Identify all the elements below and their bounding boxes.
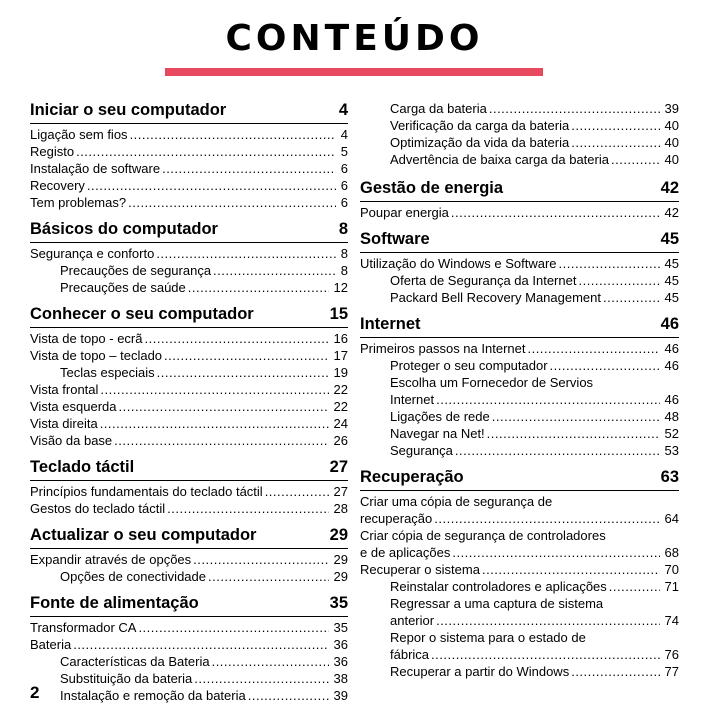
toc-entry-text: Instalação de software	[30, 161, 161, 176]
toc-entry[interactable]	[360, 646, 679, 663]
dot-leader	[162, 160, 336, 177]
dot-leader	[482, 561, 660, 578]
section-heading[interactable]	[360, 314, 679, 338]
toc-column-right	[360, 100, 679, 680]
toc-continued-entries	[360, 100, 679, 168]
toc-entry-page: 48	[664, 409, 679, 424]
section-heading[interactable]	[30, 304, 348, 328]
toc-entry-page: 24	[333, 416, 348, 431]
toc-entry-text: Poupar energia	[360, 205, 449, 220]
toc-entry[interactable]	[30, 619, 348, 636]
toc-entry-text: Advertência de baixa carga da bateria	[390, 152, 609, 167]
toc-entry-text: Bateria	[30, 637, 72, 652]
toc-entry[interactable]	[30, 415, 348, 432]
toc-entry[interactable]	[360, 289, 679, 306]
toc-entry-page: 22	[333, 382, 348, 397]
toc-entry-text: Características da Bateria	[60, 654, 210, 669]
section-page: 42	[660, 179, 679, 197]
dot-leader	[434, 510, 659, 527]
toc-entry[interactable]	[30, 330, 348, 347]
dot-leader	[157, 364, 329, 381]
section-heading[interactable]	[30, 457, 348, 481]
section-heading[interactable]	[360, 178, 679, 202]
dot-leader	[603, 289, 660, 306]
toc-column-left	[30, 100, 348, 704]
toc-entry-text: Gestos do teclado táctil	[30, 501, 166, 516]
section-heading[interactable]	[30, 525, 348, 549]
section-title: Teclado táctil	[30, 458, 135, 476]
toc-entry-page: 64	[664, 511, 679, 526]
toc-entry-text: e de aplicações	[360, 545, 451, 560]
title-underline	[165, 68, 543, 76]
toc-entry[interactable]	[30, 194, 348, 211]
toc-entry-page: 46	[664, 358, 679, 373]
dot-leader	[436, 391, 659, 408]
toc-entry[interactable]	[30, 347, 348, 364]
toc-entry[interactable]	[360, 255, 679, 272]
toc-entry-page: 77	[664, 664, 679, 679]
toc-entry-line: Escolha um Fornecedor de Servios	[390, 375, 594, 390]
toc-entry[interactable]	[360, 442, 679, 459]
section-page: 35	[329, 594, 348, 612]
toc-section	[30, 457, 348, 517]
toc-entry-page: 12	[333, 280, 348, 295]
dot-leader	[578, 272, 659, 289]
toc-entry-text: Instalação e remoção da bateria	[60, 688, 246, 703]
toc-entry-page: 46	[664, 341, 679, 356]
toc-section	[360, 229, 679, 306]
toc-entry-text: Ligações de rede	[390, 409, 490, 424]
dot-leader	[164, 347, 329, 364]
section-heading[interactable]	[30, 593, 348, 617]
dot-leader	[128, 194, 336, 211]
toc-entry-page: 29	[333, 569, 348, 584]
toc-section	[30, 525, 348, 585]
toc-entry[interactable]	[360, 408, 679, 425]
dot-leader	[114, 432, 328, 449]
toc-entry-page: 6	[340, 195, 348, 210]
toc-entry-page: 39	[664, 101, 679, 116]
dot-leader	[119, 398, 329, 415]
toc-entry[interactable]	[30, 177, 348, 194]
dot-leader	[431, 646, 660, 663]
section-title: Fonte de alimentação	[30, 594, 199, 612]
toc-entry-page: 39	[333, 688, 348, 703]
toc-entry-page: 42	[664, 205, 679, 220]
toc-entry-text: Recovery	[30, 178, 85, 193]
toc-entry-text: Reinstalar controladores e aplicações	[390, 579, 607, 594]
dot-leader	[611, 151, 660, 168]
toc-entry[interactable]	[360, 100, 679, 117]
toc-entry-text: Segurança	[390, 443, 453, 458]
toc-entry[interactable]	[30, 160, 348, 177]
dot-leader	[100, 381, 328, 398]
dot-leader	[194, 670, 328, 687]
toc-entry-page: 40	[664, 152, 679, 167]
dot-leader	[559, 255, 660, 272]
dot-leader	[156, 245, 335, 262]
toc-entry[interactable]	[30, 687, 348, 704]
toc-entry[interactable]	[360, 272, 679, 289]
toc-section	[30, 593, 348, 704]
toc-entry-text: Expandir através de opções	[30, 552, 192, 567]
section-title: Gestão de energia	[360, 179, 504, 197]
toc-entry-page: 29	[333, 552, 348, 567]
toc-section	[360, 314, 679, 459]
section-heading[interactable]	[30, 100, 348, 124]
section-page: 45	[660, 230, 679, 248]
toc-entry-text: Ligação sem fios	[30, 127, 128, 142]
dot-leader	[609, 578, 660, 595]
toc-entry[interactable]	[30, 653, 348, 670]
toc-section	[30, 304, 348, 449]
section-title: Básicos do computador	[30, 220, 218, 238]
toc-entry-page: 35	[333, 620, 348, 635]
section-title: Actualizar o seu computador	[30, 526, 257, 544]
toc-entry-text: Optimização da vida da bateria	[390, 135, 570, 150]
section-page: 63	[660, 468, 679, 486]
toc-entry[interactable]	[360, 425, 679, 442]
toc-entry-text: Primeiros passos na Internet	[360, 341, 526, 356]
dot-leader	[100, 415, 329, 432]
dot-leader	[212, 653, 329, 670]
toc-entry-page: 71	[664, 579, 679, 594]
dot-leader	[571, 134, 659, 151]
toc-entry[interactable]	[360, 134, 679, 151]
toc-entry[interactable]	[30, 432, 348, 449]
dot-leader	[213, 262, 336, 279]
section-page: 29	[329, 526, 348, 544]
toc-entry[interactable]	[30, 483, 348, 500]
dot-leader	[455, 442, 660, 459]
section-title: Software	[360, 230, 430, 248]
section-heading[interactable]	[360, 467, 679, 491]
toc-entry-page: 53	[664, 443, 679, 458]
toc-entry-page: 70	[664, 562, 679, 577]
toc-entry-text: Tem problemas?	[30, 195, 127, 210]
toc-section	[30, 219, 348, 296]
toc-entry-line: Criar cópia de segurança de controladores	[360, 528, 606, 543]
toc-entry-text: Vista direita	[30, 416, 98, 431]
section-page: 27	[329, 458, 348, 476]
dot-leader	[193, 551, 328, 568]
toc-entry-page: 26	[333, 433, 348, 448]
toc-entry[interactable]	[360, 544, 679, 561]
toc-entry-page: 52	[664, 426, 679, 441]
toc-entry-page: 28	[333, 501, 348, 516]
toc-entry-page: 40	[664, 135, 679, 150]
toc-entry[interactable]	[30, 568, 348, 585]
toc-entry-page: 45	[664, 273, 679, 288]
toc-entry[interactable]	[30, 381, 348, 398]
toc-entry-text: Segurança e conforto	[30, 246, 155, 261]
toc-entry-page: 68	[664, 545, 679, 560]
section-title: Recuperação	[360, 468, 464, 486]
toc-entry-line: Criar uma cópia de segurança de	[360, 494, 553, 509]
toc-entry-page: 22	[333, 399, 348, 414]
toc-entry-text: Precauções de segurança	[60, 263, 212, 278]
toc-entry-text: Vista esquerda	[30, 399, 117, 414]
toc-entry-text: recuperação	[360, 511, 433, 526]
toc-section	[360, 467, 679, 680]
dot-leader	[571, 663, 659, 680]
toc-entry[interactable]	[360, 391, 679, 408]
dot-leader	[145, 330, 329, 347]
toc-entry-page: 16	[333, 331, 348, 346]
toc-entry-page: 36	[333, 637, 348, 652]
toc-entry-text: Transformador CA	[30, 620, 137, 635]
toc-entry[interactable]	[30, 364, 348, 381]
toc-entry[interactable]	[30, 500, 348, 517]
toc-entry[interactable]	[360, 340, 679, 357]
dot-leader	[452, 544, 659, 561]
toc-entry-text: Internet	[390, 392, 435, 407]
toc-entry-text: Packard Bell Recovery Management	[390, 290, 601, 305]
toc-entry[interactable]	[30, 143, 348, 160]
toc-entry-text: Visão da base	[30, 433, 113, 448]
section-heading[interactable]	[30, 219, 348, 243]
toc-entry-text: Vista de topo – teclado	[30, 348, 163, 363]
toc-entry-text: Opções de conectividade	[60, 569, 206, 584]
dot-leader	[571, 117, 659, 134]
toc-entry-text: Recuperar o sistema	[360, 562, 480, 577]
toc-entry-text: Precauções de saúde	[60, 280, 186, 295]
toc-entry[interactable]	[30, 279, 348, 296]
toc-entry-text: Registo	[30, 144, 75, 159]
toc-entry[interactable]	[360, 117, 679, 134]
toc-entry[interactable]	[30, 551, 348, 568]
section-title: Iniciar o seu computador	[30, 101, 227, 119]
toc-entry-page: 36	[333, 654, 348, 669]
toc-entry-page: 76	[664, 647, 679, 662]
section-page: 8	[338, 220, 348, 238]
section-title: Conhecer o seu computador	[30, 305, 254, 323]
section-page: 46	[660, 315, 679, 333]
toc-entry[interactable]	[360, 357, 679, 374]
toc-entry-text: Recuperar a partir do Windows	[390, 664, 570, 679]
dot-leader	[130, 126, 336, 143]
toc-entry[interactable]	[30, 636, 348, 653]
dot-leader	[167, 500, 328, 517]
dot-leader	[492, 408, 660, 425]
toc-entry-text: Utilização do Windows e Software	[360, 256, 557, 271]
toc-section	[360, 178, 679, 221]
toc-entry-page: 17	[333, 348, 348, 363]
section-title: Internet	[360, 315, 421, 333]
toc-entry[interactable]	[360, 510, 679, 527]
page-number: 2	[30, 683, 40, 702]
toc-entry[interactable]	[30, 670, 348, 687]
dot-leader	[487, 425, 660, 442]
toc-entry-page: 74	[664, 613, 679, 628]
toc-entry-text: Vista de topo - ecrã	[30, 331, 143, 346]
dot-leader	[138, 619, 328, 636]
dot-leader	[550, 357, 660, 374]
toc-entry-text: Carga da bateria	[390, 101, 487, 116]
toc-entry-text: Princípios fundamentais do teclado táctil	[30, 484, 263, 499]
toc-entry-text: fábrica	[390, 647, 430, 662]
section-page: 4	[338, 101, 348, 119]
toc-entry[interactable]	[30, 126, 348, 143]
section-heading[interactable]	[360, 229, 679, 253]
dot-leader	[73, 636, 328, 653]
dot-leader	[87, 177, 336, 194]
toc-entry-page: 45	[664, 256, 679, 271]
toc-entry-page: 8	[340, 263, 348, 278]
dot-leader	[265, 483, 329, 500]
toc-entry-text: anterior	[390, 613, 435, 628]
dot-leader	[451, 204, 660, 221]
toc-entry-text: Proteger o seu computador	[390, 358, 548, 373]
toc-entry-page: 46	[664, 392, 679, 407]
toc-entry[interactable]	[360, 663, 679, 680]
toc-entry[interactable]	[360, 151, 679, 168]
dot-leader	[248, 687, 329, 704]
toc-entry-line: Repor o sistema para o estado de	[390, 630, 586, 645]
toc-entry-text: Navegar na Net!	[390, 426, 485, 441]
dot-leader	[208, 568, 329, 585]
dot-leader	[436, 612, 659, 629]
toc-entry-page: 4	[340, 127, 348, 142]
toc-entry-page: 19	[333, 365, 348, 380]
toc-entry-page: 6	[340, 178, 348, 193]
toc-entry[interactable]	[30, 245, 348, 262]
toc-section	[30, 100, 348, 211]
dot-leader	[188, 279, 329, 296]
toc-entry[interactable]	[30, 398, 348, 415]
dot-leader	[527, 340, 659, 357]
toc-entry-text: Vista frontal	[30, 382, 99, 397]
toc-entry-line: Regressar a uma captura de sistema	[390, 596, 604, 611]
toc-entry[interactable]	[360, 612, 679, 629]
toc-entry[interactable]	[360, 561, 679, 578]
section-page: 15	[329, 305, 348, 323]
toc-entry-text: Oferta de Segurança da Internet	[390, 273, 577, 288]
toc-entry-page: 5	[340, 144, 348, 159]
dot-leader	[489, 100, 660, 117]
toc-entry[interactable]	[30, 262, 348, 279]
toc-entry-text: Verificação da carga da bateria	[390, 118, 570, 133]
toc-entry-text: Teclas especiais	[60, 365, 155, 380]
toc-entry-page: 8	[340, 246, 348, 261]
toc-entry-page: 45	[664, 290, 679, 305]
toc-entry[interactable]	[360, 204, 679, 221]
page-title: CONTEÚDO	[225, 18, 484, 59]
toc-entry-page: 27	[333, 484, 348, 499]
toc-entry[interactable]	[360, 578, 679, 595]
toc-entry-text: Substituição da bateria	[60, 671, 193, 686]
dot-leader	[76, 143, 336, 160]
toc-entry-page: 38	[333, 671, 348, 686]
toc-entry-page: 40	[664, 118, 679, 133]
toc-entry-page: 6	[340, 161, 348, 176]
